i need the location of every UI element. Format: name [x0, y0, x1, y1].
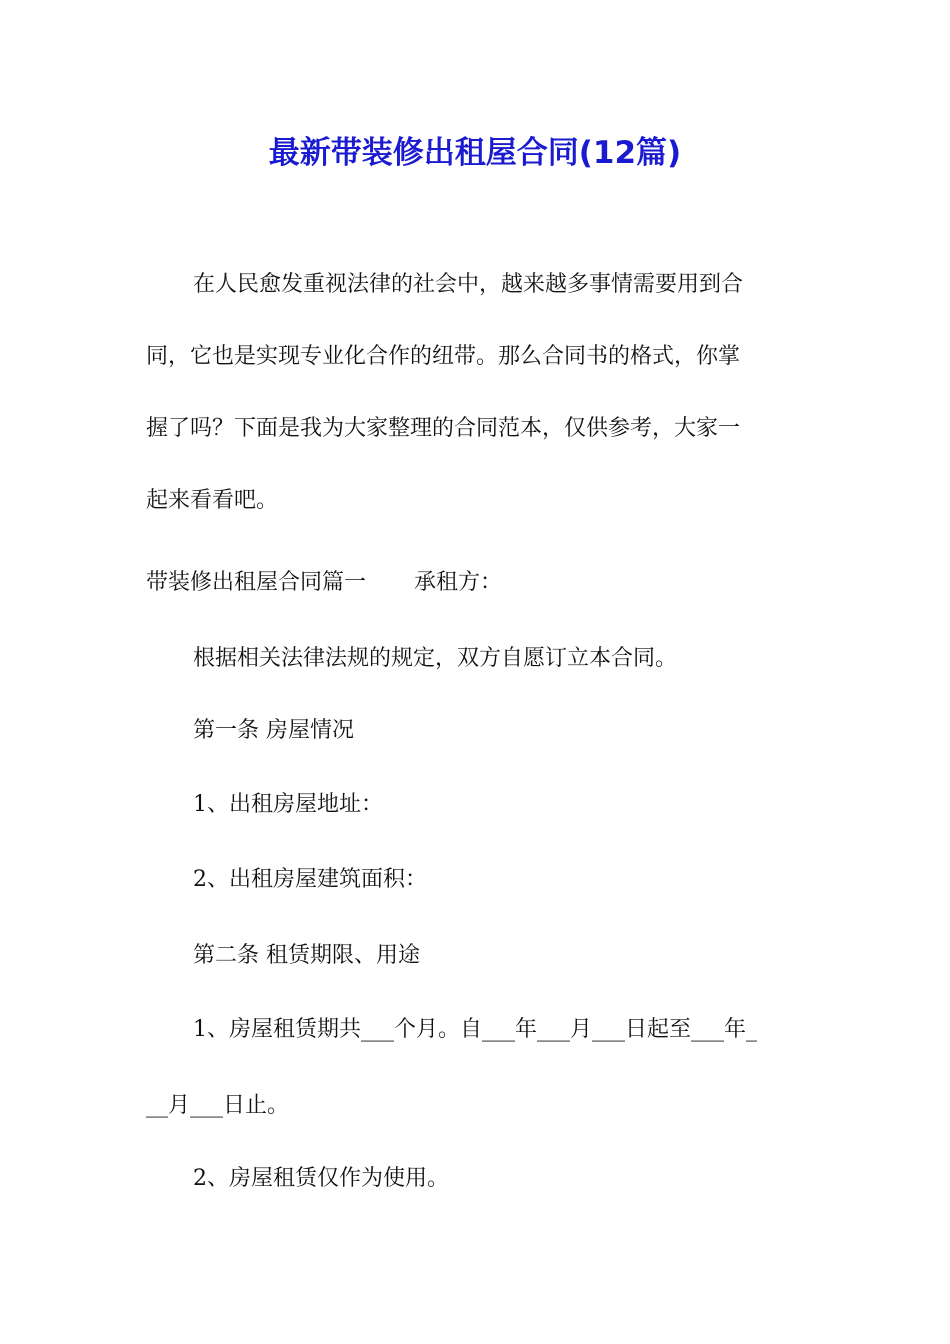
article2-heading: 第二条 租赁期限、用途 [193, 943, 420, 968]
article1-heading: 第一条 房屋情况 [193, 718, 354, 743]
preamble: 根据相关法律法规的规定，双方自愿订立本合同。 [193, 646, 678, 671]
intro-line-2: 同，它也是实现专业化合作的纽带。那么合同书的格式，你掌 [146, 344, 741, 369]
intro-line-3: 握了吗？下面是我为大家整理的合同范本，仅供参考，大家一 [146, 416, 741, 441]
article1-item1: 1、出租房屋地址： [193, 792, 383, 817]
article2-item1-line2: __月___日止。 [146, 1093, 290, 1118]
document-title: 最新带装修出租屋合同(12篇) [268, 135, 682, 171]
section-heading-line [146, 567, 502, 599]
section-heading: 带装修出租屋合同篇一 [146, 570, 367, 595]
article1-item2: 2、出租房屋建筑面积： [193, 867, 427, 892]
article2-item1-line1: 1、房屋租赁期共___个月。自___年___月___日起至___年_ [193, 1017, 757, 1042]
article2-item2: 2、房屋租赁仅作为使用。 [193, 1166, 449, 1191]
tenant-label: 承租方： [414, 570, 503, 595]
intro-line-1: 在人民愈发重视法律的社会中，越来越多事情需要用到合 [193, 272, 744, 297]
intro-line-4: 起来看看吧。 [146, 488, 279, 513]
